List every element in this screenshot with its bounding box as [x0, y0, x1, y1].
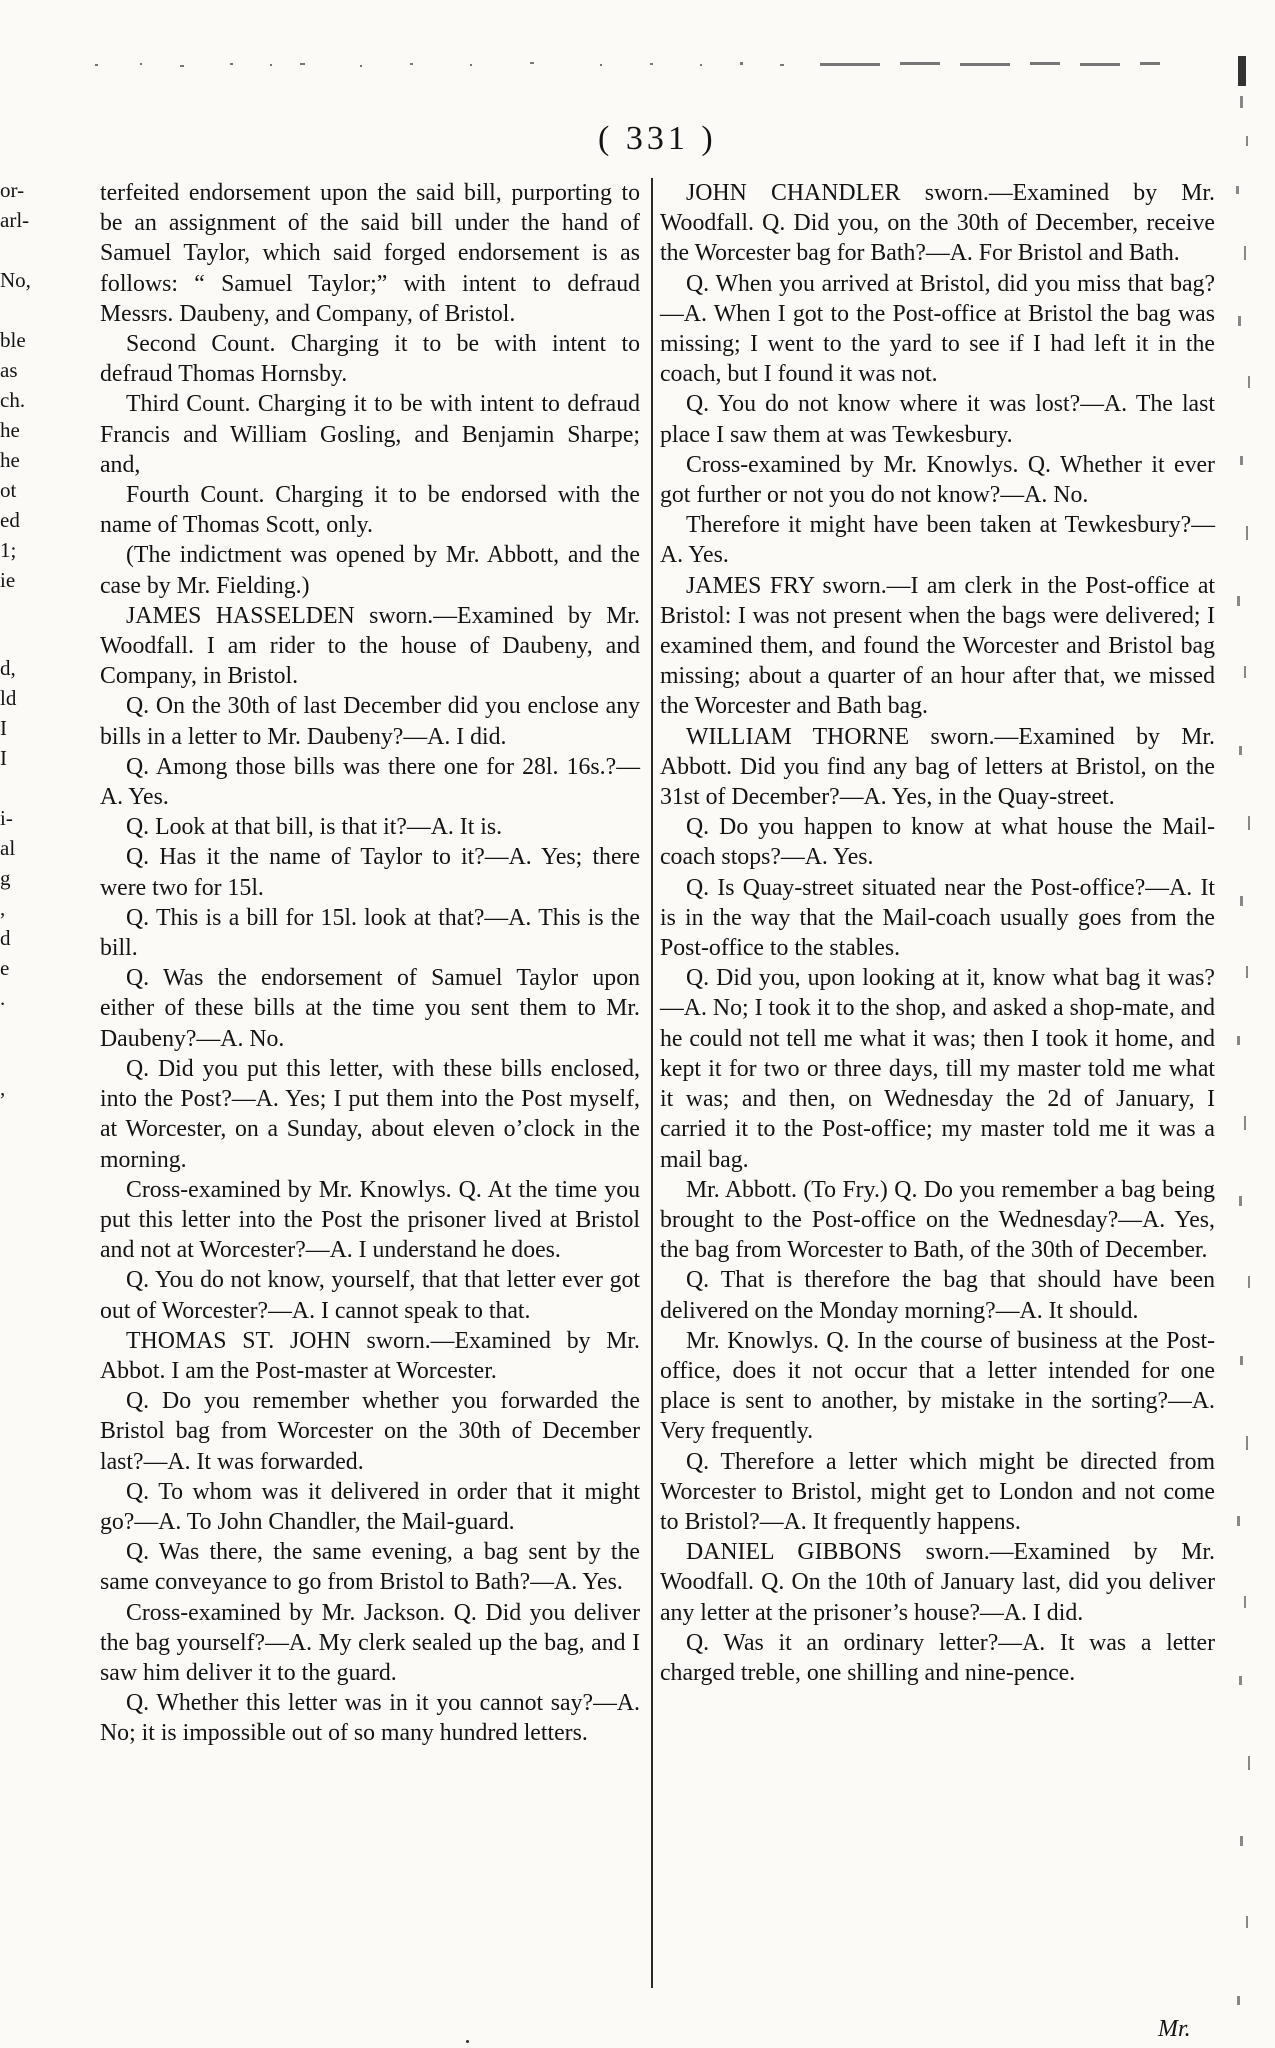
- margin-fragment: ,: [0, 1076, 6, 1100]
- margin-fragment: d,: [0, 656, 16, 680]
- margin-fragment: al: [0, 836, 16, 860]
- paragraph: Q. When you arrived at Bristol, did you miss that bag?—A. When I got to the Post-office at Bristol the bag was missing; I went to the yard to see if I had left it in the coach, but I found it was not.: [660, 270, 1215, 388]
- paragraph: Cross-examined by Mr. Knowlys. Q. At the time you put this letter into the Post the prisoner lived at Bristol and not at Worcester?—A. I understand he does.: [100, 1176, 640, 1264]
- paragraph: Q. Was the endorsement of Samuel Taylor upon either of these bills at the time you sent them to Mr. Daubeny?—A. No.: [100, 965, 640, 1052]
- margin-fragment: g: [0, 866, 11, 890]
- paragraph: Third Count. Charging it to be with intent to defraud Francis and William Gosling, and Benjamin Sharpe; and,: [100, 391, 640, 478]
- paragraph: JOHN CHANDLER sworn.—Examined by Mr. Woodfall. Q. Did you, on the 30th of December, receive the Worcester bag for Bath?—A. For Bristol and Bath.: [660, 180, 1215, 267]
- paragraph: Q. Therefore a letter which might be directed from Worcester to Bristol, might get to London and not come to Bristol?—A. It frequently happens.: [660, 1448, 1215, 1535]
- margin-fragment: he: [0, 448, 20, 472]
- margin-fragment: e: [0, 956, 10, 980]
- margin-fragment: he: [0, 418, 20, 442]
- paragraph: Mr. Knowlys. Q. In the course of business at the Post-office, does it not occur that a letter intended for one place is sent to another, by mistake in the sorting?—A. Very frequently.: [660, 1327, 1215, 1445]
- paragraph: JAMES FRY sworn.—I am clerk in the Post-office at Bristol: I was not present when the bags were delivered; I examined them, and found the Worcester and Bristol bag missing; about a quarter of an hour after that, we missed the Worcester and Bath bag.: [660, 572, 1215, 720]
- margin-fragment: I: [0, 716, 7, 740]
- paragraph: Q. Has it the name of Taylor to it?—A. Yes; there were two for 15l.: [100, 844, 640, 901]
- paragraph: Q. Did you, upon looking at it, know what bag it was?—A. No; I took it to the shop, and asked a shop-mate, and he could not tell me what it was; then I took it home, and kept it for two or three days, till my master told me what it was; and then, on Wednesday the 2d of January, I carried it to the Post-office; my master told me it was a mail bag.: [660, 965, 1215, 1173]
- paragraph: Q. Did you put this letter, with these bills enclosed, into the Post?—A. Yes; I put them into the Post myself, at Worcester, on a Sunday, about eleven o’clock in the morning.: [100, 1055, 640, 1173]
- paragraph: Q. Was it an ordinary letter?—A. It was a letter charged treble, one shilling and nine-pence.: [660, 1629, 1215, 1686]
- paragraph: Second Count. Charging it to be with intent to defraud Thomas Hornsby.: [100, 331, 640, 388]
- paragraph: Q. On the 30th of last December did you enclose any bills in a letter to Mr. Daubeny?—A. I did.: [100, 693, 640, 750]
- paragraph: WILLIAM THORNE sworn.—Examined by Mr. Abbott. Did you find any bag of letters at Bristol, on the 31st of December?—A. Yes, in the Quay-street.: [660, 723, 1215, 811]
- paragraph: Mr. Abbott. (To Fry.) Q. Do you remember a bag being brought to the Post-office on the Wednesday?—A. Yes, the bag from Worcester to Bath, of the 30th of December.: [660, 1176, 1215, 1264]
- paragraph: Cross-examined by Mr. Jackson. Q. Did you deliver the bag yourself?—A. My clerk sealed up the bag, and I saw him deliver it to the guard.: [100, 1599, 640, 1686]
- paragraph: Q. You do not know where it was lost?—A. The last place I saw them at was Tewkesbury.: [660, 391, 1215, 448]
- margin-fragment: as: [0, 358, 18, 382]
- left-column: [100, 178, 640, 1749]
- paragraph: THOMAS ST. JOHN sworn.—Examined by Mr. Abbot. I am the Post-master at Worcester.: [100, 1327, 640, 1384]
- paragraph: Q. That is therefore the bag that should have been delivered on the Monday morning?—A. It should.: [660, 1267, 1215, 1324]
- paragraph: Q. Among those bills was there one for 28l. 16s.?—A. Yes.: [100, 753, 640, 811]
- paragraph: Q. Look at that bill, is that it?—A. It is.: [126, 814, 503, 841]
- margin-fragment: ch.: [0, 388, 26, 412]
- ink-speck: [466, 2040, 469, 2043]
- margin-fragment: ld: [0, 686, 17, 710]
- paragraph: Q. Is Quay-street situated near the Post-office?—A. It is in the way that the Mail-coach usually goes from the Post-office to the stables.: [660, 874, 1215, 962]
- margin-fragment: ot: [0, 478, 17, 502]
- margin-fragment: or-: [0, 178, 25, 202]
- margin-fragment: .: [0, 986, 6, 1010]
- paragraph: Therefore it might have been taken at Tewkesbury?—A. Yes.: [660, 512, 1215, 569]
- paragraph: Q. Was there, the same evening, a bag sent by the same conveyance to go from Bristol to Bath?—A. Yes.: [100, 1539, 640, 1596]
- paragraph: Fourth Count. Charging it to be endorsed with the name of Thomas Scott, only.: [100, 482, 640, 539]
- catchword: Mr.: [1158, 2016, 1191, 2042]
- margin-fragment: ie: [0, 568, 16, 592]
- margin-fragment: arl-: [0, 208, 30, 232]
- margin-fragment: I: [0, 746, 7, 770]
- margin-fragment: 1;: [0, 538, 17, 562]
- paragraph: Q. Do you remember whether you forwarded the Bristol bag from Worcester on the 30th of December last?—A. It was forwarded.: [100, 1388, 640, 1475]
- paragraph: (The indictment was opened by Mr. Abbott, and the case by Mr. Fielding.): [100, 542, 640, 599]
- paragraph: terfeited endorsement upon the said bill, purporting to be an assignment of the said bill under the hand of Samuel Taylor, which said forged endorsement is as follows: “ Samuel Taylor;” with intent to defraud Messrs. Daubeny, and Company, of Bristol.: [100, 180, 640, 327]
- column-rule: [651, 178, 653, 1988]
- paragraph: Q. This is a bill for 15l. look at that?—A. This is the bill.: [100, 904, 640, 962]
- margin-fragment: d: [0, 926, 11, 950]
- paragraph: Q. To whom was it delivered in order that it might go?—A. To John Chandler, the Mail-guard.: [100, 1478, 640, 1535]
- paragraph: Q. Do you happen to know at what house the Mail-coach stops?—A. Yes.: [660, 814, 1215, 871]
- margin-fragment: i-: [0, 806, 13, 830]
- paragraph: Q. Whether this letter was in it you cannot say?—A. No; it is impossible out of so many hundred letters.: [100, 1690, 640, 1747]
- margin-fragment: No,: [0, 268, 31, 292]
- paragraph: DANIEL GIBBONS sworn.—Examined by Mr. Woodfall. Q. On the 10th of January last, did you deliver any letter at the prisoner’s house?—A. I did.: [660, 1539, 1215, 1626]
- page-number: ( 331 ): [598, 120, 717, 157]
- paragraph: JAMES HASSELDEN sworn.—Examined by Mr. Woodfall. I am rider to the house of Daubeny, and Company, in Bristol.: [100, 602, 640, 690]
- margin-fragment: ed: [0, 508, 20, 532]
- paragraph: Q. You do not know, yourself, that that letter ever got out of Worcester?—A. I cannot speak to that.: [100, 1267, 640, 1324]
- right-column: [660, 178, 1215, 1688]
- margin-fragment: ble: [0, 328, 26, 352]
- top-edge-noise: [0, 58, 1275, 72]
- margin-fragment: ,: [0, 896, 6, 920]
- right-edge-noise: [1228, 56, 1268, 2046]
- paragraph: Cross-examined by Mr. Knowlys. Q. Whether it ever got further or not you do not know?—A. No.: [660, 451, 1215, 509]
